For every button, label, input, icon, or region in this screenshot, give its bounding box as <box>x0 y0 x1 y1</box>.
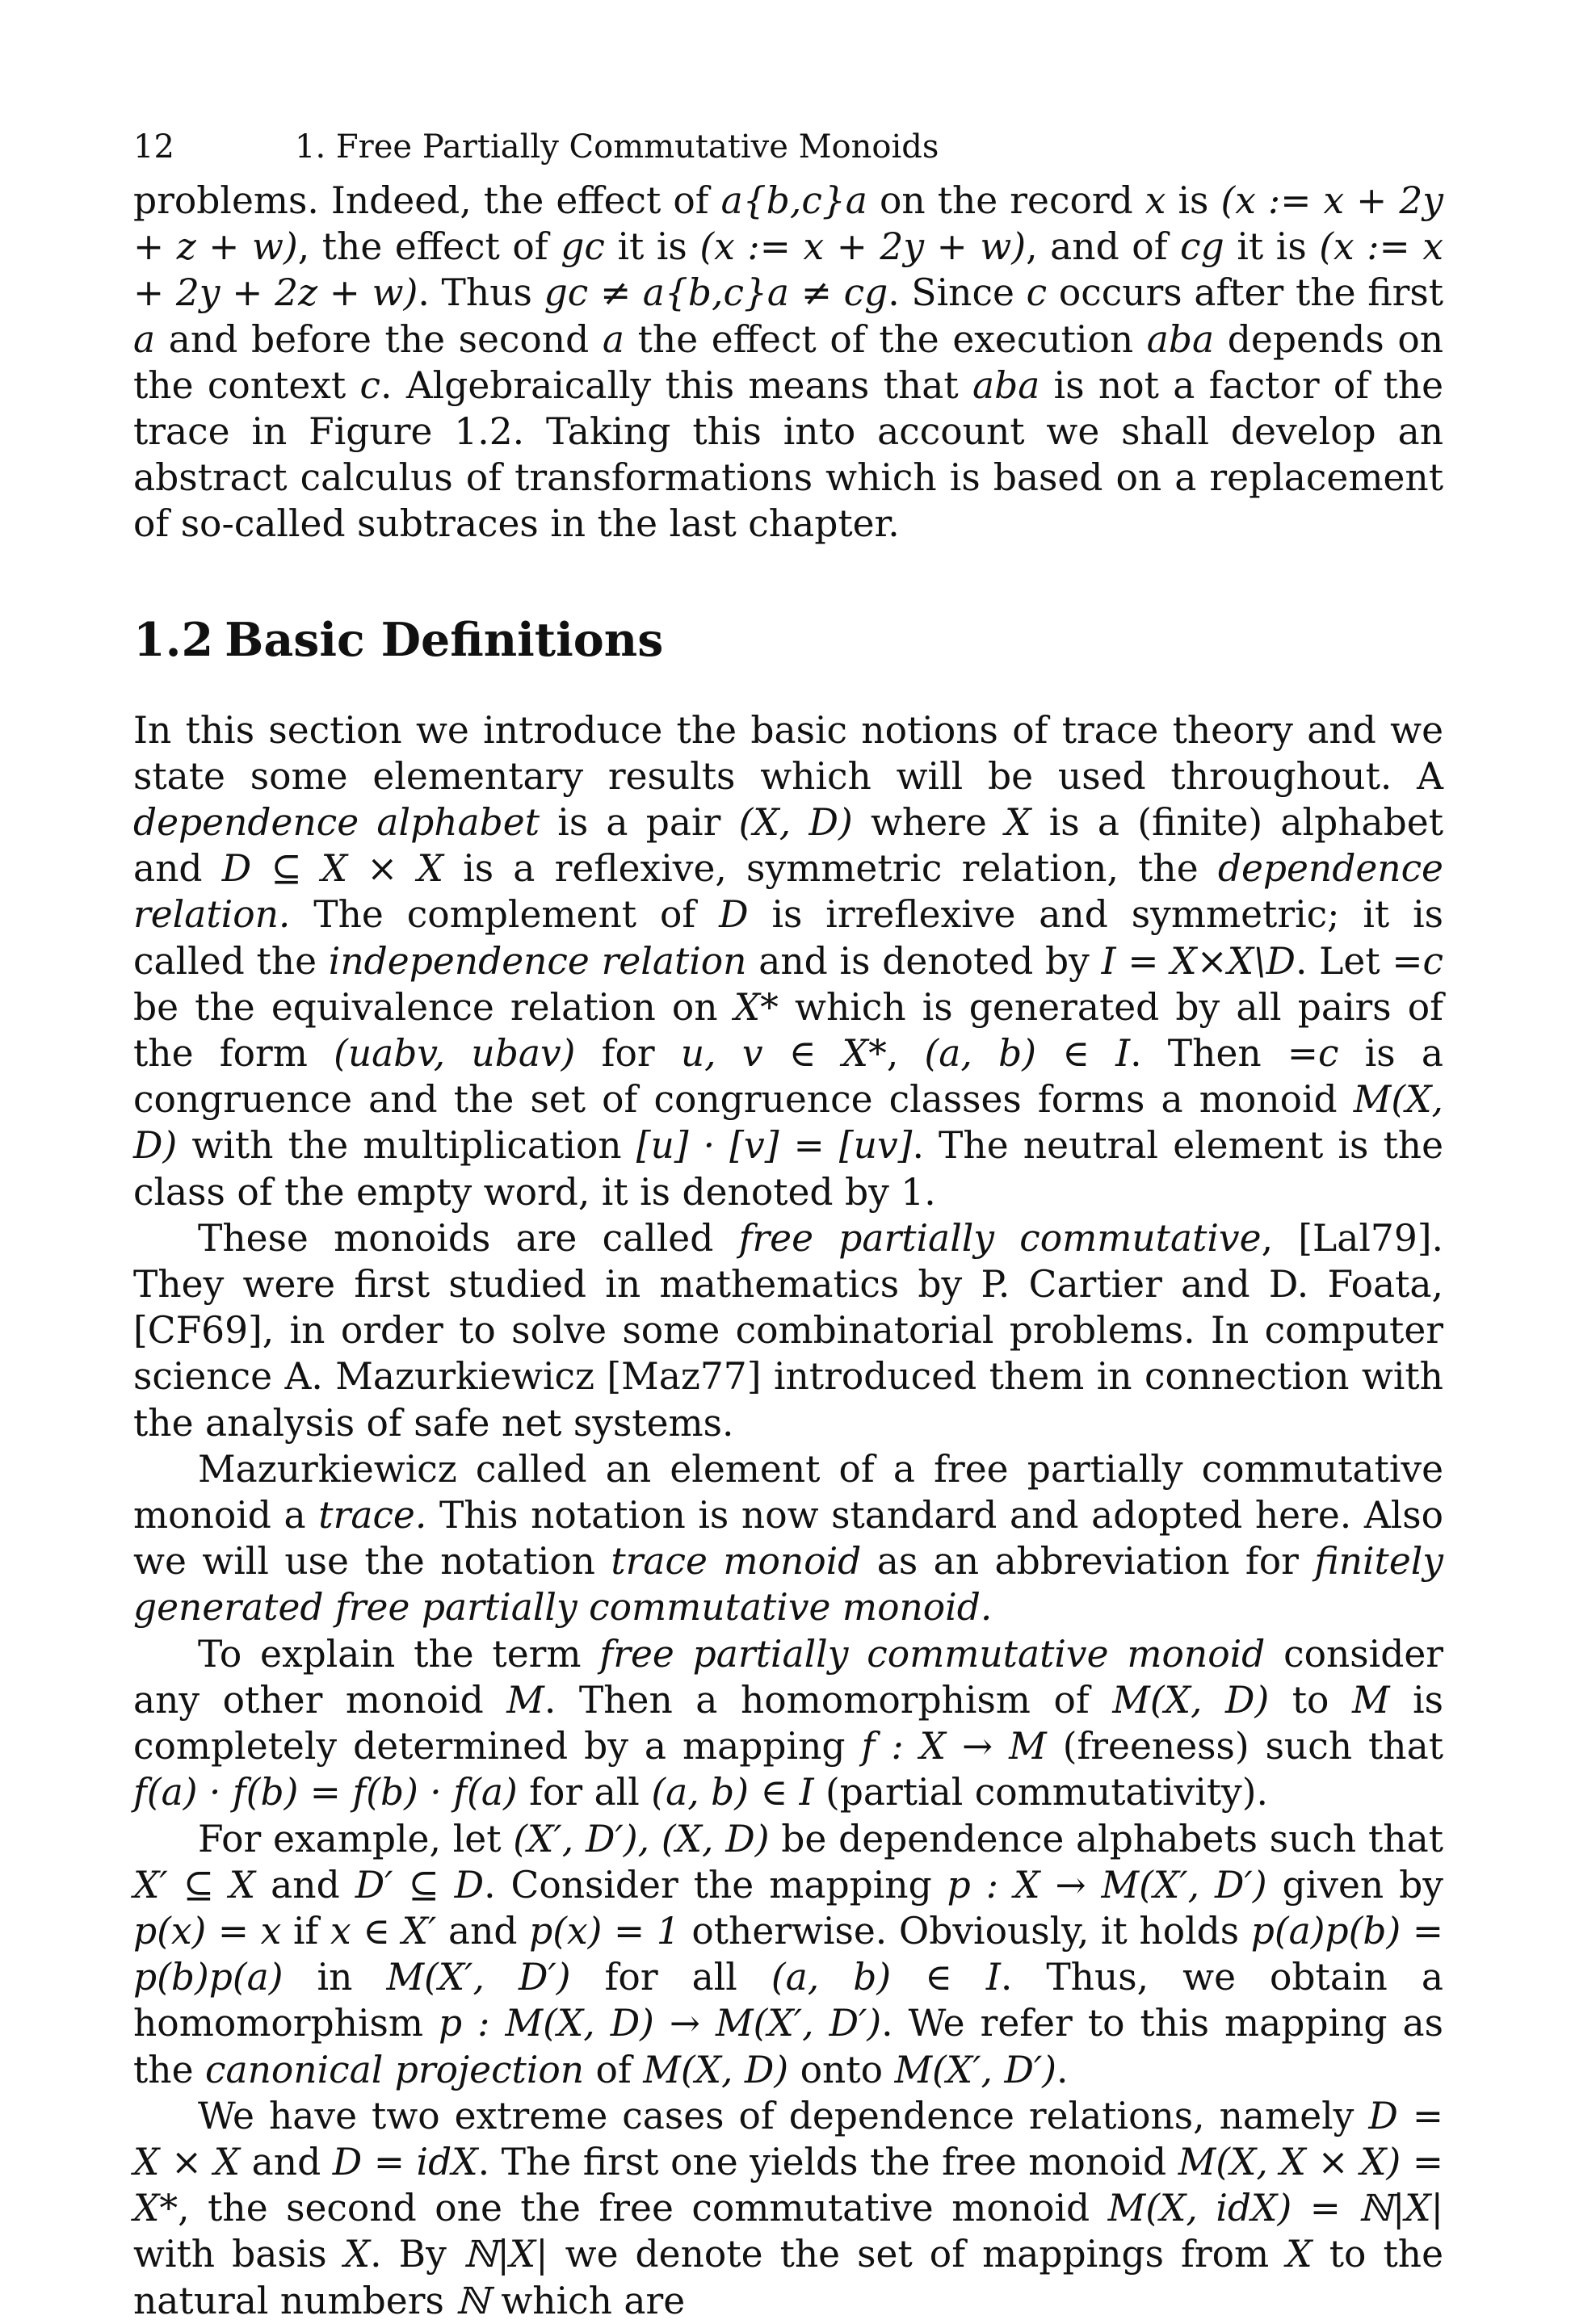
paragraph-canonical-projection <box>133 1816 1443 2093</box>
text: the effect of the execution <box>624 317 1147 361</box>
math: a <box>133 317 156 361</box>
math: (x := x + 2y + z + w) <box>133 179 1443 269</box>
text: which is generated by all pairs of the form <box>133 985 1444 1076</box>
text: depends on the context <box>133 317 1444 407</box>
math: M(X, idX) = ℕ|X| <box>1107 2187 1443 2230</box>
text: problems. Indeed, the effect of <box>133 179 721 222</box>
text: , <box>886 1032 925 1076</box>
text: occurs after the first <box>1047 271 1443 315</box>
text: if <box>281 1909 330 1953</box>
text: . The first one yields the free monoid <box>477 2140 1178 2183</box>
math: M(X, D) <box>133 1078 1443 1168</box>
text: to <box>1269 1678 1352 1722</box>
math: p(a)p(b) = p(b)p(a) <box>133 1909 1444 1999</box>
math: X′ ⊆ X <box>133 1863 256 1907</box>
text: to the natural numbers <box>133 2233 1443 2322</box>
page-number: 12 <box>133 128 174 166</box>
text: for all <box>517 1771 652 1814</box>
text: , and of <box>1026 225 1181 269</box>
text: onto <box>788 2048 895 2091</box>
math: D ⊆ X × X <box>221 847 444 891</box>
body-text <box>133 178 1443 2324</box>
text: . Thus <box>418 271 544 315</box>
section-title: Basic Definitions <box>225 612 664 667</box>
text: and <box>240 2140 333 2183</box>
math: =c <box>1287 1032 1339 1076</box>
math: M(X, X × X) = X* <box>133 2140 1443 2230</box>
emphasis: dependence alphabet <box>133 801 540 845</box>
text: for <box>575 1032 681 1076</box>
math: [u] · [v] = [uv] <box>636 1124 913 1168</box>
math: ℕ|X| <box>463 2233 548 2276</box>
text: is <box>1166 179 1221 222</box>
math: M(X′, D′) <box>386 1956 571 1999</box>
emphasis: dependence relation. <box>133 847 1443 937</box>
text: on the record <box>867 179 1145 222</box>
text: . We refer to this mapping as the <box>133 2002 1443 2091</box>
paragraph-dependence-alphabet <box>133 707 1443 1215</box>
text: , the effect of <box>297 225 561 269</box>
text: is a pair <box>540 801 739 845</box>
math: gc <box>561 225 605 269</box>
paragraph-trace <box>133 1446 1443 1631</box>
math: (X′, D′), (X, D) <box>513 1817 770 1860</box>
running-title: 1. Free Partially Commutative Monoids <box>295 128 939 166</box>
math: D <box>719 893 749 937</box>
math: gc ≠ a{b,c}a ≠ cg <box>544 271 888 315</box>
text: (partial commutativity). <box>813 1771 1268 1814</box>
text: For example, let <box>198 1817 514 1860</box>
paragraph-effect-of-record <box>133 178 1443 547</box>
math: f : X → M <box>861 1725 1047 1768</box>
text: . By <box>370 2233 464 2276</box>
emphasis: independence relation <box>328 939 747 983</box>
math: p : M(X, D) → M(X′, D′) <box>439 2002 882 2045</box>
math: x <box>1144 179 1166 222</box>
text: in <box>283 1956 387 1999</box>
page-header <box>133 129 1443 178</box>
text: , [Lal79]. They were first studied in mathematics by P. Cartier and D. Foata, [CF69], in order to solve some combinatorial problems. In computer science A. Mazurkiewicz [Maz77] introduced them in connection with the analysis of safe net systems. <box>133 1216 1443 1445</box>
math: X <box>343 2233 371 2276</box>
math: M(X, D) <box>1112 1678 1270 1722</box>
math: ℕ <box>456 2279 489 2322</box>
math: M(X′, D′) <box>894 2048 1057 2091</box>
paragraph-extreme-cases <box>133 2093 1443 2324</box>
emphasis: trace monoid <box>611 1540 862 1584</box>
math: M(X, D) <box>643 2048 789 2091</box>
math: I = X×X\D <box>1101 939 1296 983</box>
math: c <box>1026 271 1048 315</box>
section-heading <box>133 614 1443 667</box>
math: a <box>602 317 625 361</box>
paragraph-free-partially-commutative <box>133 1215 1443 1446</box>
text: with basis <box>133 2233 344 2276</box>
text: is not a factor of the trace in Figure 1.2. Taking this into account we shall develop an abstract calculus of transformations which is based on a replacement of so-called subtraces in the last chapter. <box>133 363 1444 546</box>
text: it is <box>604 225 700 269</box>
math: (a, b) ∈ I <box>651 1771 814 1814</box>
emphasis: trace. <box>318 1494 427 1537</box>
text: In this section we introduce the basic notions of trace theory and we state some elementary results which will be used throughout. A <box>133 708 1443 798</box>
text: This notation is now standard and adopted here. Also we will use the notation <box>133 1494 1444 1584</box>
math: D = idX <box>332 2140 478 2183</box>
text: (freeness) such that <box>1046 1725 1443 1768</box>
text: , the second one the free commutative monoid <box>178 2187 1108 2230</box>
math: (x := x + 2y + w) <box>699 225 1027 269</box>
text: . Since <box>888 271 1027 315</box>
text: and is denoted by <box>746 939 1102 983</box>
section-number: 1.2 <box>133 612 214 667</box>
text: Mazurkiewicz called an element of a free partially commutative monoid a <box>133 1447 1443 1537</box>
math: (uabv, ubav) <box>334 1032 576 1076</box>
emphasis: free partially commutative <box>738 1216 1262 1260</box>
paragraph-homomorphism <box>133 1631 1443 1816</box>
text: be the equivalence relation on <box>133 985 734 1029</box>
text: . Thus, we obtain a homomorphism <box>133 1956 1443 2045</box>
math: (a, b) ∈ I <box>771 1956 1001 1999</box>
emphasis: finitely generated free partially commutative monoid. <box>133 1540 1444 1630</box>
text: given by <box>1266 1863 1444 1907</box>
math: =c <box>1392 939 1443 983</box>
text: . Algebraically this means that <box>380 363 972 407</box>
math: M <box>506 1678 544 1722</box>
emphasis: free partially commutative monoid <box>599 1632 1266 1676</box>
math: (x := x + 2y + 2z + w) <box>133 225 1443 315</box>
text: it is <box>1224 225 1320 269</box>
text: consider any other monoid <box>133 1632 1443 1722</box>
text: otherwise. Obviously, it holds <box>679 1909 1251 1953</box>
text: where <box>852 801 1006 845</box>
book-page <box>133 129 1443 2324</box>
math: X <box>1286 2233 1312 2276</box>
math: cg <box>1180 225 1224 269</box>
text: . Consider the mapping <box>484 1863 947 1907</box>
math: aba <box>972 363 1040 407</box>
math: X* <box>733 985 779 1029</box>
math: f(a) · f(b) = f(b) · f(a) <box>133 1771 518 1814</box>
math: aba <box>1146 317 1215 361</box>
text: . Let <box>1295 939 1392 983</box>
text: we denote the set of mappings from <box>548 2233 1287 2276</box>
text: is a reflexive, symmetric relation, the <box>443 847 1218 891</box>
math: (X, D) <box>738 801 853 845</box>
math: u, v ∈ X* <box>680 1032 887 1076</box>
text: is completely determined by a mapping <box>133 1678 1443 1768</box>
emphasis: canonical projection <box>204 2048 585 2091</box>
text: . Then <box>1130 1032 1287 1076</box>
math: M <box>1351 1678 1390 1722</box>
text: is irreflexive and symmetric; it is called the <box>133 893 1443 983</box>
text: We have two extreme cases of dependence relations, namely <box>198 2094 1369 2137</box>
math: p(x) = x <box>133 1909 282 1953</box>
text: which are <box>489 2279 686 2322</box>
text: To explain the term <box>198 1632 600 1676</box>
text: and <box>436 1909 530 1953</box>
math: c <box>359 363 381 407</box>
text: The complement of <box>290 893 720 937</box>
text: and <box>255 1863 355 1907</box>
text: . The neutral element is the class of the empty word, it is denoted by 1. <box>133 1124 1443 1214</box>
math: p(x) = 1 <box>529 1909 680 1953</box>
math: (a, b) ∈ I <box>924 1032 1131 1076</box>
math: p : X → M(X′, D′) <box>947 1863 1267 1907</box>
text: for all <box>570 1956 771 1999</box>
text: . <box>1056 2048 1069 2091</box>
text: These monoids are called <box>198 1216 739 1260</box>
text: is a congruence and the set of congruence classes forms a monoid <box>133 1032 1443 1122</box>
math: D′ ⊆ D <box>355 1863 485 1907</box>
text: as an abbreviation for <box>861 1540 1315 1584</box>
text: . Then a homomorphism of <box>544 1678 1113 1722</box>
math: x ∈ X′ <box>330 1909 437 1953</box>
math: X <box>1005 801 1031 845</box>
math: a{b,c}a <box>720 179 867 222</box>
text: of <box>584 2048 644 2091</box>
math: D = X × X <box>133 2094 1443 2183</box>
text: with the multiplication <box>177 1124 636 1168</box>
text: be dependence alphabets such that <box>769 1817 1443 1860</box>
text: is a (finite) alphabet and <box>133 801 1443 891</box>
text: and before the second <box>155 317 603 361</box>
